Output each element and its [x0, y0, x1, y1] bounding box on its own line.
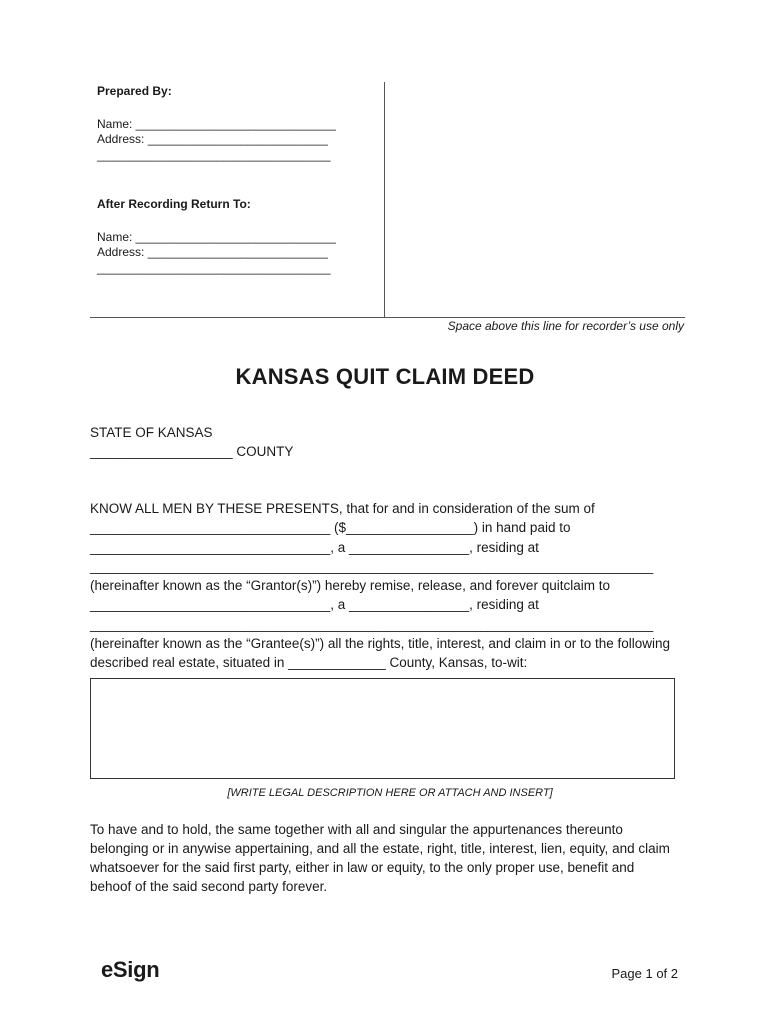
habendum-line-3: whatsoever for the said first party, either in law or equity, to the only proper use, benefit and [90, 860, 635, 875]
recorder-note: Space above this line for recorder’s use only [447, 319, 684, 333]
document-title: KANSAS QUIT CLAIM DEED [235, 364, 535, 389]
esign-logo: eSign [101, 957, 160, 982]
habendum-line-4: behoof of the said second party forever. [90, 879, 328, 894]
legal-description-caption: [WRITE LEGAL DESCRIPTION HERE OR ATTACH AND INSERT] [227, 787, 553, 799]
consideration-amount-line[interactable]: ________________________________ ($_________________) in hand paid to [90, 520, 571, 535]
legal-description-box[interactable] [90, 678, 675, 779]
county-field[interactable]: ___________________ COUNTY [90, 444, 294, 459]
recorder-area-divider-horizontal [90, 317, 685, 318]
page-number: Page 1 of 2 [611, 966, 678, 981]
grantor-address-line[interactable]: ___________________________________________________________________________ [90, 559, 654, 574]
consideration-intro-line: KNOW ALL MEN BY THESE PRESENTS, that for and in consideration of the sum of [90, 501, 595, 516]
grantor-name-line[interactable]: ________________________________, a ________________, residing at [90, 540, 539, 555]
return-to-name-field[interactable]: Name: ______________________________ [97, 230, 336, 244]
prepared-by-address-field[interactable]: Address: ___________________________ [97, 132, 328, 146]
property-county-line[interactable]: described real estate, situated in _____________ County, Kansas, to-wit: [90, 655, 528, 670]
grantee-clause-line: (hereinafter known as the “Grantee(s)”) all the rights, title, interest, and claim in or to the following [90, 636, 671, 651]
return-to-heading: After Recording Return To: [97, 197, 251, 211]
state-label: STATE OF KANSAS [90, 425, 213, 440]
habendum-line-1: To have and to hold, the same together with all and singular the appurtenances thereunto [90, 822, 623, 837]
prepared-by-name-field[interactable]: Name: ______________________________ [97, 117, 336, 131]
grantee-address-line[interactable]: ___________________________________________________________________________ [90, 617, 654, 632]
recorder-area-divider-vertical [384, 82, 385, 318]
return-to-address-field[interactable]: Address: ___________________________ [97, 245, 328, 259]
grantor-clause-line: (hereinafter known as the “Grantor(s)”) hereby remise, release, and forever quitclaim to [90, 578, 610, 593]
return-to-address-extra-field[interactable]: ___________________________________ [97, 261, 331, 275]
prepared-by-address-extra-field[interactable]: ___________________________________ [97, 148, 331, 162]
prepared-by-heading: Prepared By: [97, 84, 172, 98]
habendum-line-2: belonging or in anywise appertaining, and all the estate, right, title, interest, lien, equity, and claim [90, 841, 670, 856]
grantee-name-line[interactable]: ________________________________, a ________________, residing at [90, 597, 539, 612]
